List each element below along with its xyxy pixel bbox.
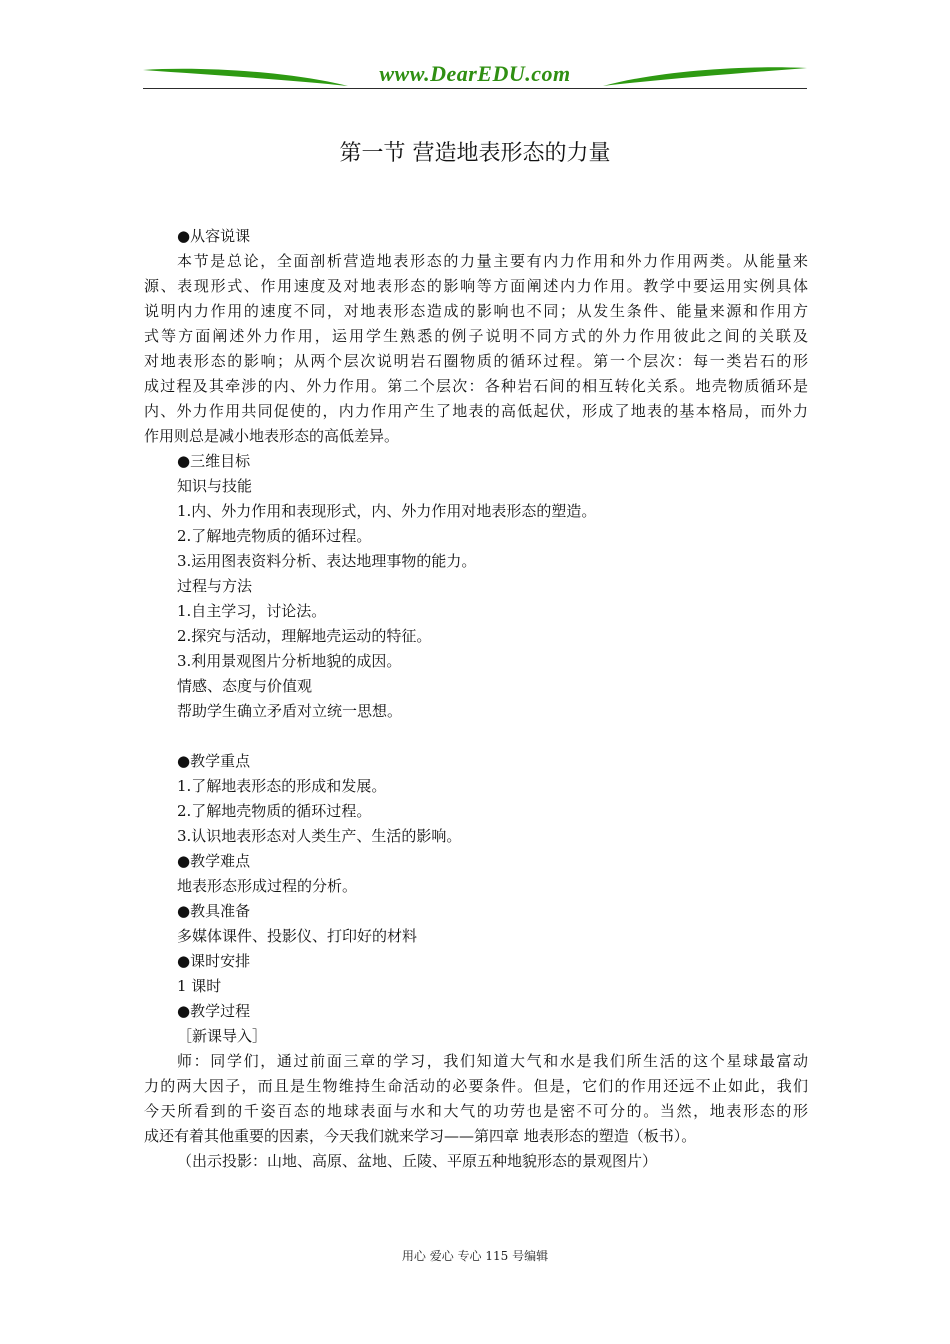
process-line: 力的两大因子，而且是生物维持生命活动的必要条件。但是，它们的作用还远不止如此，我们 [144,1077,808,1095]
page-title: 第一节 营造地表形态的力量 [339,141,611,166]
intro-line: 式等方面阐述外力作用，运用学生熟悉的例子说明不同方式的外力作用彼此之间的关联及 [144,327,808,345]
process-note: （出示投影：山地、高原、盆地、丘陵、平原五种地貌形态的景观图片） [177,1152,658,1170]
site-logo-text: www.DearEDU.com [379,61,571,86]
tools-item: 多媒体课件、投影仪、打印好的材料 [177,927,418,945]
key-point-item: 2.了解地壳物质的循环过程。 [177,802,372,820]
key-point-item: 1.了解地表形态的形成和发展。 [177,777,387,795]
page-footer: 用心 爱心 专心 115 号编辑 [401,1249,549,1263]
goal-item: 帮助学生确立矛盾对立统一思想。 [177,702,403,720]
tools-heading: ●教具准备 [177,902,251,920]
intro-line: 说明内力作用的速度不同，对地表形态造成的影响也不同；从发生条件、能量来源和作用方 [144,302,808,320]
goal-item: 1.自主学习，讨论法。 [177,602,327,620]
goal-item: 1.内、外力作用和表现形式，内、外力作用对地表形态的塑造。 [177,502,597,520]
intro-line: 作用则总是减小地表形态的高低差异。 [144,427,400,445]
difficulty-item: 地表形态形成过程的分析。 [177,877,358,895]
goals-subheading: 知识与技能 [177,477,253,495]
goal-item: 3.利用景观图片分析地貌的成因。 [177,652,402,670]
process-line: 今天所看到的千姿百态的地球表面与水和大气的功劳也是密不可分的。当然，地表形态的形 [144,1102,808,1120]
goals-subheading: 过程与方法 [177,577,253,595]
intro-line: 对地表形态的影响；从两个层次说明岩石圈物质的循环过程。第一个层次：每一类岩石的形 [144,352,808,370]
difficulty-heading: ●教学难点 [177,852,251,870]
intro-line: 成过程及其牵涉的内、外力作用。第二个层次：各种岩石间的相互转化关系。地壳物质循环是 [144,377,808,395]
process-line: 师：同学们，通过前面三章的学习，我们知道大气和水是我们所生活的这个星球最富动 [177,1052,808,1070]
process-line: 成还有着其他重要的因素，今天我们就来学习——第四章 地表形态的塑造（板书）。 [144,1127,697,1145]
schedule-item: 1 课时 [177,977,222,995]
goals-heading: ●三维目标 [177,452,251,470]
schedule-heading: ●课时安排 [177,952,251,970]
goals-subheading: 情感、态度与价值观 [177,677,313,695]
intro-heading: ●从容说课 [177,227,251,245]
key-point-item: 3.认识地表形态对人类生产、生活的影响。 [177,827,462,845]
goal-item: 2.探究与活动，理解地壳运动的特征。 [177,627,432,645]
intro-line: 源、表现形式、作用速度及对地表形态的影响等方面阐述内力作用。教学中要运用实例具体 [144,277,808,295]
process-heading: ●教学过程 [177,1002,251,1020]
spacer [144,724,808,749]
document-body [144,224,808,1174]
header-rule [143,88,807,89]
intro-line: 内、外力作用共同促使的，内力作用产生了地表的高低起伏，形成了地表的基本格局，而外力 [144,402,808,420]
key-points-heading: ●教学重点 [177,752,251,770]
process-subheading: ［新课导入］ [177,1027,268,1045]
goal-item: 2.了解地壳物质的循环过程。 [177,527,372,545]
intro-line: 本节是总论，全面剖析营造地表形态的力量主要有内力作用和外力作用两类。从能量来 [177,252,808,270]
goal-item: 3.运用图表资料分析、表达地理事物的能力。 [177,552,477,570]
